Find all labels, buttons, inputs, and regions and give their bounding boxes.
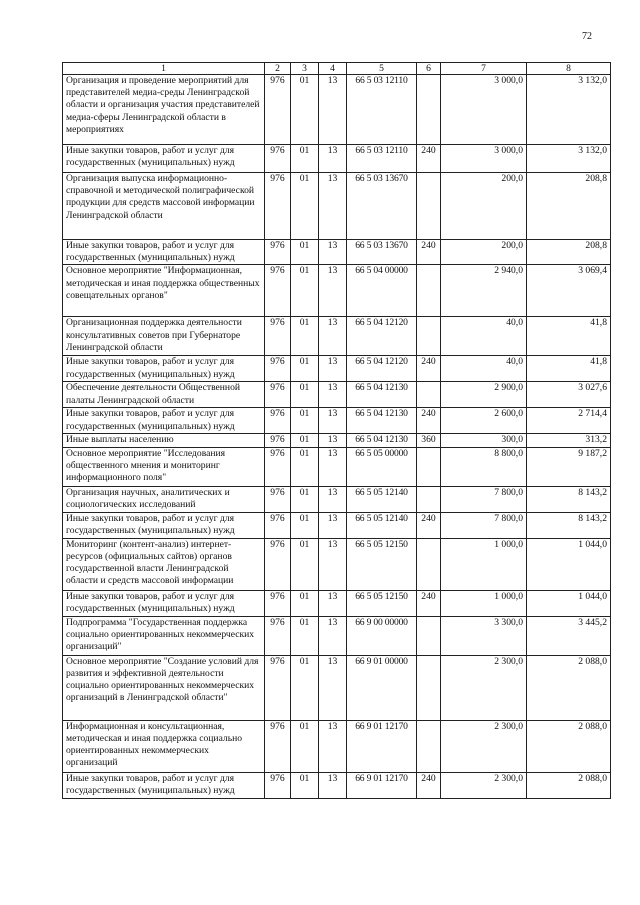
row-ministry-code: 976 xyxy=(265,616,291,655)
row-target-article: 66 5 04 12130 xyxy=(347,408,417,434)
row-target-article: 66 5 05 12150 xyxy=(347,538,417,590)
row-amount-year-1: 2 940,0 xyxy=(441,265,527,317)
row-name: Организация и проведение мероприятий для представителей медиа-среды Ленинградской области и организация участия представителей медиа-сферы Ленинградской области в мероприятиях xyxy=(63,75,265,145)
table-row xyxy=(63,265,611,317)
row-amount-year-1: 3 000,0 xyxy=(441,75,527,145)
row-amount-year-2: 8 143,2 xyxy=(527,486,611,512)
row-amount-year-1: 2 300,0 xyxy=(441,772,527,798)
row-amount-year-1: 2 900,0 xyxy=(441,382,527,408)
row-name: Иные закупки товаров, работ и услуг для государственных (муниципальных) нужд xyxy=(63,772,265,798)
row-expense-type xyxy=(417,616,441,655)
row-subsection: 13 xyxy=(319,173,347,240)
row-amount-year-2: 9 187,2 xyxy=(527,447,611,486)
row-section: 01 xyxy=(291,317,319,356)
row-ministry-code: 976 xyxy=(265,240,291,265)
row-target-article: 66 5 03 13670 xyxy=(347,173,417,240)
row-subsection: 13 xyxy=(319,240,347,265)
row-subsection: 13 xyxy=(319,512,347,538)
row-subsection: 13 xyxy=(319,772,347,798)
row-expense-type xyxy=(417,173,441,240)
row-ministry-code: 976 xyxy=(265,173,291,240)
header-col-7: 7 xyxy=(441,63,527,75)
table-row xyxy=(63,512,611,538)
row-amount-year-1: 300,0 xyxy=(441,434,527,447)
row-amount-year-1: 7 800,0 xyxy=(441,486,527,512)
row-expense-type: 240 xyxy=(417,408,441,434)
row-target-article: 66 5 05 12140 xyxy=(347,512,417,538)
header-col-5: 5 xyxy=(347,63,417,75)
row-ministry-code: 976 xyxy=(265,75,291,145)
row-section: 01 xyxy=(291,145,319,173)
row-section: 01 xyxy=(291,447,319,486)
row-ministry-code: 976 xyxy=(265,356,291,382)
row-section: 01 xyxy=(291,240,319,265)
row-amount-year-2: 2 088,0 xyxy=(527,655,611,720)
row-section: 01 xyxy=(291,616,319,655)
row-section: 01 xyxy=(291,173,319,240)
row-name: Иные закупки товаров, работ и услуг для государственных (муниципальных) нужд xyxy=(63,356,265,382)
row-amount-year-2: 2 088,0 xyxy=(527,772,611,798)
row-expense-type xyxy=(417,720,441,772)
row-subsection: 13 xyxy=(319,382,347,408)
row-ministry-code: 976 xyxy=(265,265,291,317)
row-ministry-code: 976 xyxy=(265,408,291,434)
budget-table xyxy=(62,62,611,799)
row-amount-year-2: 208,8 xyxy=(527,173,611,240)
row-section: 01 xyxy=(291,772,319,798)
row-amount-year-2: 3 069,4 xyxy=(527,265,611,317)
row-subsection: 13 xyxy=(319,720,347,772)
table-row xyxy=(63,408,611,434)
row-expense-type: 240 xyxy=(417,356,441,382)
row-section: 01 xyxy=(291,486,319,512)
row-amount-year-1: 40,0 xyxy=(441,317,527,356)
row-target-article: 66 9 01 12170 xyxy=(347,772,417,798)
row-target-article: 66 5 04 12120 xyxy=(347,317,417,356)
table-row xyxy=(63,434,611,447)
row-expense-type: 240 xyxy=(417,512,441,538)
row-ministry-code: 976 xyxy=(265,590,291,616)
header-col-1: 1 xyxy=(63,63,265,75)
row-amount-year-1: 8 800,0 xyxy=(441,447,527,486)
table-row xyxy=(63,486,611,512)
table-row xyxy=(63,356,611,382)
row-target-article: 66 5 03 12110 xyxy=(347,75,417,145)
row-target-article: 66 5 05 12150 xyxy=(347,590,417,616)
row-expense-type xyxy=(417,75,441,145)
row-target-article: 66 9 01 12170 xyxy=(347,720,417,772)
table-row xyxy=(63,240,611,265)
row-name: Основное мероприятие "Информационная, методическая и иная поддержка общественных совещательных органов" xyxy=(63,265,265,317)
row-name: Основное мероприятие "Исследования общественного мнения и мониторинг информационного поля" xyxy=(63,447,265,486)
row-name: Основное мероприятие "Создание условий для развития и эффективной деятельности социально ориентированных некоммерческих организаций в Ленинградской области" xyxy=(63,655,265,720)
row-amount-year-1: 2 300,0 xyxy=(441,655,527,720)
row-subsection: 13 xyxy=(319,655,347,720)
table-row xyxy=(63,173,611,240)
row-subsection: 13 xyxy=(319,434,347,447)
row-expense-type: 240 xyxy=(417,240,441,265)
row-target-article: 66 5 03 12110 xyxy=(347,145,417,173)
page-number: 72 xyxy=(582,31,592,42)
table-row xyxy=(63,75,611,145)
row-amount-year-1: 3 000,0 xyxy=(441,145,527,173)
row-section: 01 xyxy=(291,356,319,382)
row-name: Иные закупки товаров, работ и услуг для государственных (муниципальных) нужд xyxy=(63,590,265,616)
row-subsection: 13 xyxy=(319,356,347,382)
row-expense-type: 240 xyxy=(417,772,441,798)
table-row xyxy=(63,447,611,486)
row-ministry-code: 976 xyxy=(265,772,291,798)
row-expense-type xyxy=(417,655,441,720)
row-subsection: 13 xyxy=(319,317,347,356)
row-amount-year-1: 40,0 xyxy=(441,356,527,382)
row-subsection: 13 xyxy=(319,447,347,486)
row-name: Иные закупки товаров, работ и услуг для государственных (муниципальных) нужд xyxy=(63,512,265,538)
row-subsection: 13 xyxy=(319,75,347,145)
row-ministry-code: 976 xyxy=(265,538,291,590)
row-amount-year-2: 3 027,6 xyxy=(527,382,611,408)
row-name: Организация научных, аналитических и социологических исследований xyxy=(63,486,265,512)
row-amount-year-1: 1 000,0 xyxy=(441,590,527,616)
row-name: Организационная поддержка деятельности консультативных советов при Губернаторе Ленинградской области xyxy=(63,317,265,356)
row-amount-year-1: 3 300,0 xyxy=(441,616,527,655)
header-col-2: 2 xyxy=(265,63,291,75)
row-amount-year-2: 3 445,2 xyxy=(527,616,611,655)
table-row xyxy=(63,720,611,772)
row-amount-year-2: 208,8 xyxy=(527,240,611,265)
row-section: 01 xyxy=(291,382,319,408)
row-section: 01 xyxy=(291,408,319,434)
row-subsection: 13 xyxy=(319,538,347,590)
row-ministry-code: 976 xyxy=(265,434,291,447)
row-subsection: 13 xyxy=(319,616,347,655)
row-expense-type xyxy=(417,538,441,590)
row-target-article: 66 5 05 12140 xyxy=(347,486,417,512)
row-name: Организация выпуска информационно-справочной и методической полиграфической продукции для средств массовой информации Ленинградской области xyxy=(63,173,265,240)
row-amount-year-2: 313,2 xyxy=(527,434,611,447)
row-target-article: 66 5 05 00000 xyxy=(347,447,417,486)
row-expense-type: 360 xyxy=(417,434,441,447)
row-amount-year-2: 41,8 xyxy=(527,317,611,356)
row-section: 01 xyxy=(291,75,319,145)
row-expense-type xyxy=(417,486,441,512)
row-amount-year-2: 41,8 xyxy=(527,356,611,382)
row-ministry-code: 976 xyxy=(265,512,291,538)
row-expense-type xyxy=(417,447,441,486)
table-row xyxy=(63,655,611,720)
row-name: Мониторинг (контент-анализ) интернет-ресурсов (официальных сайтов) органов государственной власти Ленинградской области и средств массовой информации xyxy=(63,538,265,590)
row-target-article: 66 5 04 12130 xyxy=(347,434,417,447)
row-amount-year-1: 200,0 xyxy=(441,173,527,240)
row-expense-type: 240 xyxy=(417,145,441,173)
row-target-article: 66 9 00 00000 xyxy=(347,616,417,655)
row-name: Иные выплаты населению xyxy=(63,434,265,447)
row-section: 01 xyxy=(291,720,319,772)
row-expense-type: 240 xyxy=(417,590,441,616)
header-col-8: 8 xyxy=(527,63,611,75)
row-amount-year-1: 200,0 xyxy=(441,240,527,265)
table-row xyxy=(63,145,611,173)
row-amount-year-2: 2 714,4 xyxy=(527,408,611,434)
row-amount-year-1: 7 800,0 xyxy=(441,512,527,538)
row-section: 01 xyxy=(291,512,319,538)
row-amount-year-1: 1 000,0 xyxy=(441,538,527,590)
row-section: 01 xyxy=(291,655,319,720)
header-col-6: 6 xyxy=(417,63,441,75)
row-subsection: 13 xyxy=(319,408,347,434)
row-subsection: 13 xyxy=(319,265,347,317)
row-target-article: 66 5 04 12120 xyxy=(347,356,417,382)
row-expense-type xyxy=(417,265,441,317)
header-col-3: 3 xyxy=(291,63,319,75)
row-expense-type xyxy=(417,317,441,356)
row-target-article: 66 9 01 00000 xyxy=(347,655,417,720)
row-name: Иные закупки товаров, работ и услуг для государственных (муниципальных) нужд xyxy=(63,240,265,265)
row-subsection: 13 xyxy=(319,486,347,512)
table-row xyxy=(63,538,611,590)
row-ministry-code: 976 xyxy=(265,655,291,720)
table-row xyxy=(63,317,611,356)
row-section: 01 xyxy=(291,434,319,447)
row-amount-year-2: 1 044,0 xyxy=(527,538,611,590)
row-ministry-code: 976 xyxy=(265,486,291,512)
row-name: Информационная и консультационная, методическая и иная поддержка социально ориентированных некоммерческих организаций xyxy=(63,720,265,772)
row-name: Подпрограмма "Государственная поддержка социально ориентированных некоммерческих организаций" xyxy=(63,616,265,655)
table-body xyxy=(63,75,611,799)
row-subsection: 13 xyxy=(319,590,347,616)
table-row xyxy=(63,590,611,616)
row-ministry-code: 976 xyxy=(265,720,291,772)
row-amount-year-2: 3 132,0 xyxy=(527,145,611,173)
row-amount-year-2: 8 143,2 xyxy=(527,512,611,538)
row-name: Иные закупки товаров, работ и услуг для государственных (муниципальных) нужд xyxy=(63,145,265,173)
table-row xyxy=(63,772,611,798)
row-target-article: 66 5 04 12130 xyxy=(347,382,417,408)
row-amount-year-2: 2 088,0 xyxy=(527,720,611,772)
row-section: 01 xyxy=(291,265,319,317)
row-ministry-code: 976 xyxy=(265,317,291,356)
row-target-article: 66 5 03 13670 xyxy=(347,240,417,265)
row-name: Иные закупки товаров, работ и услуг для государственных (муниципальных) нужд xyxy=(63,408,265,434)
row-section: 01 xyxy=(291,538,319,590)
row-amount-year-1: 2 300,0 xyxy=(441,720,527,772)
row-ministry-code: 976 xyxy=(265,447,291,486)
row-amount-year-2: 3 132,0 xyxy=(527,75,611,145)
row-ministry-code: 976 xyxy=(265,145,291,173)
row-expense-type xyxy=(417,382,441,408)
row-amount-year-1: 2 600,0 xyxy=(441,408,527,434)
header-col-4: 4 xyxy=(319,63,347,75)
row-ministry-code: 976 xyxy=(265,382,291,408)
table-row xyxy=(63,616,611,655)
header-row xyxy=(63,63,611,75)
row-section: 01 xyxy=(291,590,319,616)
row-target-article: 66 5 04 00000 xyxy=(347,265,417,317)
row-amount-year-2: 1 044,0 xyxy=(527,590,611,616)
row-subsection: 13 xyxy=(319,145,347,173)
row-name: Обеспечение деятельности Общественной палаты Ленинградской области xyxy=(63,382,265,408)
table-row xyxy=(63,382,611,408)
